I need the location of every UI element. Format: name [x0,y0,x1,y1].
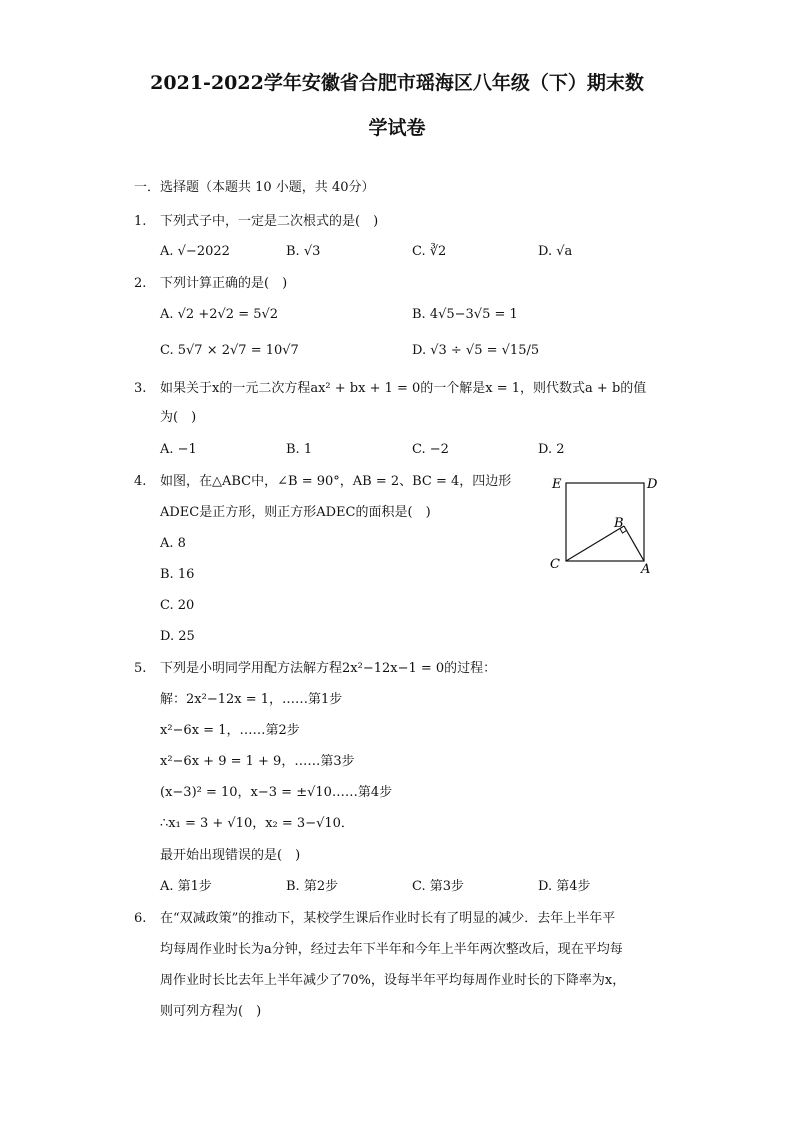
option-a: A. √2 +2√2 = 5√2 [160,307,279,322]
segment-ba [624,526,644,561]
solution-step: 解：2x²−12x = 1，……第1步 [160,692,343,707]
option-a: A. −1 [160,442,197,457]
option-c: C. −2 [412,442,449,457]
question-number: 4. [134,474,147,489]
option-b: B. 16 [160,567,195,582]
question-stem: 下列是小明同学用配方法解方程2x²−12x−1 = 0的过程： [160,661,497,676]
question-stem: 下列计算正确的是( ) [160,276,288,291]
exam-title-line2: 学试卷 [368,117,426,139]
option-c: C. 20 [160,598,195,613]
option-d: D. √3 ÷ √5 = √15/5 [412,343,540,358]
question-number: 1. [134,214,147,229]
question-stem: 在“双减政策”的推动下，某校学生课后作业时长有了明显的减少．去年上半年平 [160,911,616,926]
square-triangle-figure [540,470,670,580]
option-c: C. 5√7 × 2√7 = 10√7 [160,343,299,358]
option-b: B. √3 [286,244,321,259]
option-d: D. 第4步 [538,879,591,894]
question-stem: 如图，在△ABC中，∠B = 90°，AB = 2、BC = 4，四边形 [160,474,512,489]
section-heading: 一．选择题（本题共 10 小题，共 40分） [134,180,375,195]
square-adec [566,483,644,561]
label-d: D [647,477,658,492]
question-stem: 则可列方程为( ) [160,1004,262,1019]
segment-cb [566,526,624,561]
option-a: A. 第1步 [160,879,212,894]
option-b: B. 第2步 [286,879,339,894]
option-c: C. 第3步 [412,879,465,894]
question-stem: 如果关于x的一元二次方程ax² + bx + 1 = 0的一个解是x = 1，则代数式a + b的值 [160,381,647,396]
question-stem: 下列式子中，一定是二次根式的是( ) [160,214,379,229]
solution-step: x²−6x + 9 = 1 + 9，……第3步 [160,754,355,769]
question-stem: 为( ) [160,410,197,425]
option-b: B. 1 [286,442,313,457]
question-stem: 周作业时长比去年上半年减少了70%，设每半年平均每周作业时长的下降率为x， [160,973,626,988]
question-number: 3. [134,381,147,396]
solution-step: ∴x₁ = 3 + √10，x₂ = 3−√10． [160,816,354,831]
label-a: A [641,562,651,577]
question-number: 2. [134,276,147,291]
option-b: B. 4√5−3√5 = 1 [412,307,518,322]
option-d: D. 25 [160,629,195,644]
label-e: E [552,477,562,492]
option-c: C. ∛2 [412,244,447,259]
question-prompt: 最开始出现错误的是( ) [160,848,301,863]
option-d: D. √a [538,244,573,259]
question-stem: 均每周作业时长为a分钟，经过去年下半年和今年上半年两次整改后，现在平均每 [160,942,623,957]
solution-step: x²−6x = 1，……第2步 [160,723,300,738]
label-c: C [550,557,560,572]
question-number: 6. [134,911,147,926]
option-a: A. 8 [160,536,186,551]
label-b: B [614,516,624,531]
question-number: 5. [134,661,147,676]
solution-step: (x−3)² = 10，x−3 = ±√10……第4步 [160,785,393,800]
question-stem: ADEC是正方形，则正方形ADEC的面积是( ) [160,505,431,520]
option-a: A. √−2022 [160,244,230,259]
exam-title-line1: 2021-2022学年安徽省合肥市瑶海区八年级（下）期末数 [150,72,644,94]
option-d: D. 2 [538,442,565,457]
